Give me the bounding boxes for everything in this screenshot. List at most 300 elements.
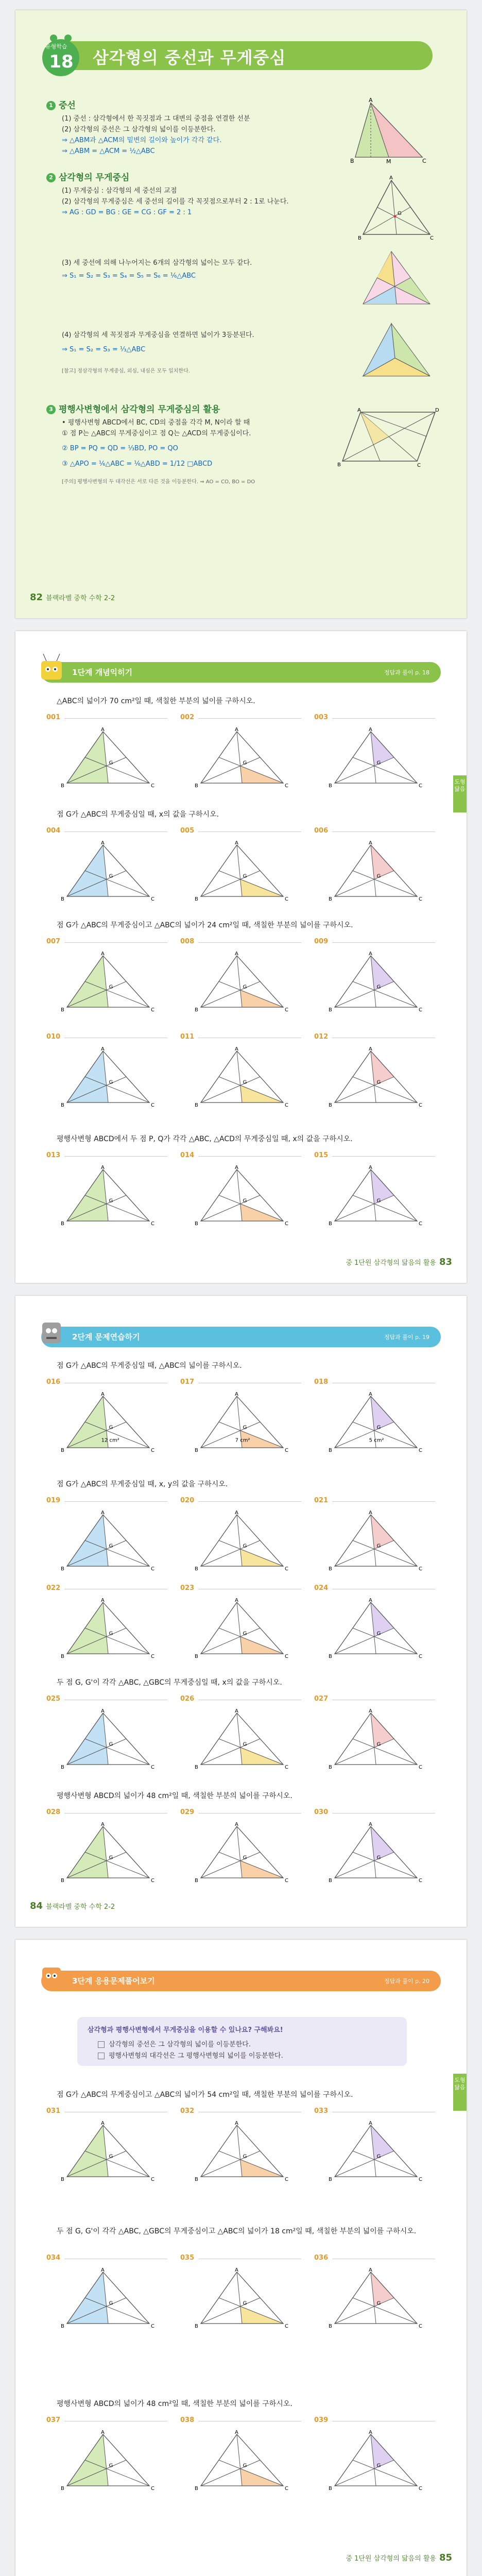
svg-text:G: G xyxy=(243,984,247,990)
svg-text:G: G xyxy=(109,1855,113,1861)
svg-text:A: A xyxy=(369,1598,372,1603)
svg-text:A: A xyxy=(357,408,361,413)
svg-text:G: G xyxy=(109,984,113,990)
svg-text:C: C xyxy=(151,1221,154,1226)
svg-text:C: C xyxy=(419,783,422,788)
svg-text:A: A xyxy=(235,1392,238,1397)
problem-number: 029 xyxy=(180,1808,195,1816)
svg-text:D: D xyxy=(435,408,439,413)
problem-number: 001 xyxy=(46,714,61,721)
instruction: 점 G가 △ABC의 무게중심일 때, x의 값을 구하시오. xyxy=(57,810,219,819)
svg-text:A: A xyxy=(369,1392,372,1397)
svg-text:C: C xyxy=(285,1566,288,1571)
answer-line[interactable] xyxy=(198,718,301,719)
svg-text:C: C xyxy=(151,1765,154,1770)
svg-text:G: G xyxy=(243,1425,247,1431)
svg-text:5 cm²: 5 cm² xyxy=(369,1437,384,1444)
svg-text:C: C xyxy=(151,1103,154,1108)
svg-text:A: A xyxy=(369,1822,372,1827)
triangle-figure xyxy=(324,1164,427,1226)
triangle-figure xyxy=(57,1391,160,1453)
svg-text:G: G xyxy=(243,1198,247,1204)
svg-text:B: B xyxy=(329,1765,332,1770)
problem-number: 038 xyxy=(180,2416,195,2424)
section-banner: 1단계 개념익히기 정답과 풀이 p. 18 xyxy=(41,662,441,683)
triangle-figure xyxy=(57,1164,160,1226)
triangle-figure xyxy=(324,1391,427,1453)
problem-number: 005 xyxy=(180,827,195,835)
svg-text:A: A xyxy=(235,1708,238,1714)
svg-text:C: C xyxy=(419,2177,422,2182)
section-heading-2: 2 삼각형의 무게중심 xyxy=(46,170,129,183)
svg-text:G: G xyxy=(243,1631,247,1637)
svg-text:C: C xyxy=(419,1654,422,1659)
svg-text:B: B xyxy=(61,1765,64,1770)
svg-text:C: C xyxy=(430,235,434,241)
svg-text:G: G xyxy=(376,1631,381,1637)
svg-text:B: B xyxy=(329,1878,332,1883)
triangle-figure xyxy=(324,1821,427,1883)
text-line: ③ △APO = ⅙△ABC = ⅙△ABD = 1/12 □ABCD xyxy=(62,460,213,468)
triangle-figure xyxy=(191,951,294,1012)
parallelogram-figure xyxy=(335,407,443,469)
svg-text:A: A xyxy=(369,98,373,104)
checkbox[interactable] xyxy=(98,2041,105,2048)
triangle-figure xyxy=(191,1046,294,1108)
svg-text:B: B xyxy=(329,2324,332,2329)
problem-number: 017 xyxy=(180,1378,195,1386)
svg-text:G: G xyxy=(376,1741,381,1748)
svg-text:A: A xyxy=(369,1165,372,1171)
svg-text:B: B xyxy=(329,783,332,788)
svg-text:A: A xyxy=(235,2267,238,2273)
lesson-label: 유형학습 xyxy=(45,43,67,50)
svg-text:A: A xyxy=(101,1822,105,1827)
triangle-figure xyxy=(57,1821,160,1883)
svg-text:G: G xyxy=(243,873,247,879)
svg-text:B: B xyxy=(329,1103,332,1108)
page-4 xyxy=(15,1940,467,2576)
text-line: ⇒ S₁ = S₂ = S₃ = S₄ = S₅ = S₆ = ⅙△ABC xyxy=(62,272,196,280)
svg-text:C: C xyxy=(151,2324,154,2329)
svg-text:C: C xyxy=(151,2177,154,2182)
triangle-figure xyxy=(191,1597,294,1659)
text-line: ⇒ △ABM = △ACM = ½△ABC xyxy=(62,147,155,155)
section-banner: 3단계 응용문제풀어보기 정답과 풀이 p. 20 xyxy=(41,1971,441,1991)
svg-text:C: C xyxy=(285,1221,288,1226)
svg-text:C: C xyxy=(151,1007,154,1012)
svg-text:B: B xyxy=(195,1654,198,1659)
answer-line[interactable] xyxy=(64,1813,167,1814)
instruction: 평행사변형 ABCD에서 두 점 P, Q가 각각 △ABC, △ACD의 무게중심일 때, x의 값을 구하시오. xyxy=(57,1135,353,1143)
mascot-icon xyxy=(36,651,67,687)
answer-line[interactable] xyxy=(64,1501,167,1502)
svg-text:C: C xyxy=(422,158,426,164)
page-footer: 중 1단원 삼각형의 닮음의 활용 85 xyxy=(346,2552,452,2563)
answer-line[interactable] xyxy=(64,718,167,719)
checkbox[interactable] xyxy=(98,2053,105,2059)
problem-number: 018 xyxy=(314,1378,329,1386)
svg-text:C: C xyxy=(419,1221,422,1226)
text-line: ① 점 P는 △ABC의 무게중심이고 점 Q는 △ACD의 무게중심이다. xyxy=(62,430,251,437)
svg-text:B: B xyxy=(195,1221,198,1226)
answer-line[interactable] xyxy=(198,942,301,943)
svg-text:B: B xyxy=(195,1566,198,1571)
svg-text:G: G xyxy=(109,1543,113,1549)
svg-text:G: G xyxy=(376,873,381,879)
svg-text:A: A xyxy=(101,1046,105,1052)
triangle-figure xyxy=(324,1510,427,1571)
svg-text:C: C xyxy=(419,1566,422,1571)
mascot-icon xyxy=(36,1315,67,1351)
svg-text:A: A xyxy=(369,951,372,957)
svg-text:B: B xyxy=(61,2486,64,2491)
svg-text:C: C xyxy=(151,783,154,788)
svg-text:G: G xyxy=(109,2300,113,2307)
instruction: 점 G가 △ABC의 무게중심일 때, x, y의 값을 구하시오. xyxy=(57,1480,228,1488)
svg-text:G: G xyxy=(109,873,113,879)
problem-number: 025 xyxy=(46,1695,61,1703)
svg-text:A: A xyxy=(369,2121,372,2126)
problem-number: 039 xyxy=(314,2416,329,2424)
svg-text:G: G xyxy=(398,211,402,216)
answer-line[interactable] xyxy=(198,1156,301,1157)
section-heading-3: 3 평행사변형에서 삼각형의 무게중심의 활용 xyxy=(46,402,220,415)
page-footer: 중 1단원 삼각형의 닮음의 활용 83 xyxy=(346,1257,452,1267)
answer-line[interactable] xyxy=(332,1156,435,1157)
svg-text:G: G xyxy=(109,1741,113,1748)
svg-text:G: G xyxy=(376,1855,381,1861)
problem-number: 031 xyxy=(46,2107,61,2115)
svg-text:C: C xyxy=(151,1566,154,1571)
svg-text:A: A xyxy=(101,1510,105,1516)
svg-text:B: B xyxy=(61,1654,64,1659)
instruction: 점 G가 △ABC의 무게중심이고 △ABC의 넓이가 54 cm²일 때, 색칠한 부분의 넓이를 구하시오. xyxy=(57,2091,353,2099)
svg-text:C: C xyxy=(285,783,288,788)
side-tab: 도형 닮음 xyxy=(453,775,467,812)
triangle-figure xyxy=(57,1708,160,1770)
answer-line[interactable] xyxy=(198,1501,301,1502)
svg-text:A: A xyxy=(101,1392,105,1397)
svg-text:B: B xyxy=(329,1221,332,1226)
svg-text:G: G xyxy=(109,2154,113,2160)
problem-number: 026 xyxy=(180,1695,195,1703)
svg-text:A: A xyxy=(369,1046,372,1052)
answer-line[interactable] xyxy=(332,1501,435,1502)
problem-number: 024 xyxy=(314,1584,329,1592)
svg-text:B: B xyxy=(195,2177,198,2182)
triangle-figure xyxy=(191,1708,294,1770)
svg-text:B: B xyxy=(329,1007,332,1012)
triangle-figure xyxy=(57,2120,160,2182)
svg-text:G: G xyxy=(109,1425,113,1431)
triangle-figure xyxy=(191,2267,294,2329)
svg-text:C: C xyxy=(285,1765,288,1770)
svg-text:C: C xyxy=(285,1103,288,1108)
text-line: (1) 무게중심 : 삼각형의 세 중선의 교점 xyxy=(62,187,177,195)
svg-text:B: B xyxy=(61,2177,64,2182)
triangle-figure xyxy=(324,1708,427,1770)
tip-box: 삼각형과 평행사변형에서 무게중심을 이용할 수 있나요? 구해봐요! 삼각형의 중선은 그 삼각형의 넓이를 이등분한다. 평행사변형의 대각선은 그 평행사변형의 넓이를 이등분한다. xyxy=(77,2017,407,2066)
section-banner: 2단계 문제연습하기 정답과 풀이 p. 19 xyxy=(41,1327,441,1347)
svg-text:A: A xyxy=(235,1165,238,1171)
svg-text:G: G xyxy=(243,1741,247,1748)
text-line: (3) 세 중선에 의해 나누어지는 6개의 삼각형의 넓이는 모두 같다. xyxy=(62,259,252,267)
svg-text:B: B xyxy=(61,1103,64,1108)
svg-text:A: A xyxy=(101,1165,105,1171)
svg-text:G: G xyxy=(376,760,381,766)
svg-text:A: A xyxy=(235,1598,238,1603)
svg-text:B: B xyxy=(61,2324,64,2329)
svg-text:A: A xyxy=(235,1046,238,1052)
triangle-figure xyxy=(324,840,427,902)
problem-number: 016 xyxy=(46,1378,61,1386)
svg-text:G: G xyxy=(109,760,113,766)
svg-text:B: B xyxy=(195,1103,198,1108)
svg-text:G: G xyxy=(243,2154,247,2160)
problem-number: 013 xyxy=(46,1151,61,1159)
problem-number: 036 xyxy=(314,2254,329,2262)
problem-number: 022 xyxy=(46,1584,61,1592)
svg-text:B: B xyxy=(195,1765,198,1770)
problem-number: 010 xyxy=(46,1033,61,1041)
svg-text:B: B xyxy=(195,1007,198,1012)
problem-number: 006 xyxy=(314,827,329,835)
page-title: 삼각형의 중선과 무게중심 xyxy=(93,48,286,67)
side-tab: 도형 닮음 xyxy=(453,2074,467,2111)
svg-text:G: G xyxy=(243,2463,247,2469)
triangle-figure xyxy=(57,840,160,902)
triangle-figure xyxy=(324,1046,427,1108)
problem-number: 012 xyxy=(314,1033,329,1041)
svg-text:C: C xyxy=(285,896,288,902)
problem-number: 037 xyxy=(46,2416,61,2424)
svg-text:C: C xyxy=(419,1448,422,1453)
svg-text:C: C xyxy=(285,1007,288,1012)
svg-text:7 cm²: 7 cm² xyxy=(235,1437,250,1444)
svg-text:G: G xyxy=(243,1543,247,1549)
svg-text:C: C xyxy=(419,1765,422,1770)
problem-number: 003 xyxy=(314,714,329,721)
svg-text:B: B xyxy=(61,1007,64,1012)
triangle-figure xyxy=(57,726,160,788)
instruction: 점 G가 △ABC의 무게중심일 때, △ABC의 넓이를 구하시오. xyxy=(57,1362,242,1370)
answer-line[interactable] xyxy=(332,942,435,943)
svg-text:B: B xyxy=(61,1448,64,1453)
problem-number: 032 xyxy=(180,2107,195,2115)
svg-text:C: C xyxy=(151,2486,154,2491)
svg-text:A: A xyxy=(101,2267,105,2273)
answer-line[interactable] xyxy=(332,1813,435,1814)
triangle-figure xyxy=(191,1164,294,1226)
problem-number: 034 xyxy=(46,2254,61,2262)
triangle-figure xyxy=(57,2267,160,2329)
three-triangles-figure xyxy=(355,319,438,381)
svg-text:C: C xyxy=(285,1878,288,1883)
svg-text:A: A xyxy=(369,840,372,846)
problem-number: 002 xyxy=(180,714,195,721)
six-triangles-figure xyxy=(355,247,438,309)
answer-line[interactable] xyxy=(64,942,167,943)
problem-number: 021 xyxy=(314,1497,329,1504)
triangle-figure xyxy=(324,951,427,1012)
triangle-figure xyxy=(57,1046,160,1108)
svg-text:G: G xyxy=(376,1425,381,1431)
text-line: ⇒ AG : GD = BG : GE = CG : GF = 2 : 1 xyxy=(62,209,192,216)
svg-text:G: G xyxy=(376,2463,381,2469)
svg-text:A: A xyxy=(389,175,393,181)
problem-number: 027 xyxy=(314,1695,329,1703)
triangle-figure xyxy=(57,1510,160,1571)
svg-text:G: G xyxy=(109,2463,113,2469)
triangle-figure xyxy=(191,2429,294,2491)
svg-text:B: B xyxy=(329,1448,332,1453)
text-line: ⇒ △ABM과 △ACM의 밑변의 길이와 높이가 각각 같다. xyxy=(62,137,222,144)
text-line: ② BP = PQ = QD = ⅓BD, PO = QO xyxy=(62,445,178,452)
svg-text:B: B xyxy=(61,783,64,788)
svg-text:A: A xyxy=(235,1510,238,1516)
section-heading-1: 1 중선 xyxy=(46,98,76,111)
svg-text:B: B xyxy=(195,1878,198,1883)
svg-text:C: C xyxy=(417,463,421,468)
triangle-figure xyxy=(191,1821,294,1883)
svg-text:A: A xyxy=(101,2430,105,2435)
triangle-figure xyxy=(57,951,160,1012)
svg-text:A: A xyxy=(369,2430,372,2435)
svg-text:B: B xyxy=(195,2486,198,2491)
page-2 xyxy=(15,631,467,1283)
svg-text:G: G xyxy=(243,1079,247,1086)
triangle-figure xyxy=(57,2429,160,2491)
problem-number: 028 xyxy=(46,1808,61,1816)
svg-text:C: C xyxy=(419,1878,422,1883)
svg-text:G: G xyxy=(376,1543,381,1549)
svg-text:C: C xyxy=(151,1448,154,1453)
instruction: 두 점 G, G'이 각각 △ABC, △GBC의 무게중심이고 △ABC의 넓이가 18 cm²일 때, 색칠한 부분의 넓이를 구하시오. xyxy=(57,2227,417,2235)
svg-text:B: B xyxy=(195,1448,198,1453)
svg-text:C: C xyxy=(151,896,154,902)
svg-text:A: A xyxy=(369,2267,372,2273)
svg-text:G: G xyxy=(376,2154,381,2160)
text-line: (4) 삼각형의 세 꼭짓점과 무게중심을 연결하면 넓이가 3등분된다. xyxy=(62,331,254,339)
svg-text:B: B xyxy=(61,1221,64,1226)
triangle-figure xyxy=(324,1597,427,1659)
instruction: 두 점 G, G'이 각각 △ABC, △GBC의 무게중심일 때, x의 값을 구하시오. xyxy=(57,1679,282,1687)
svg-text:B: B xyxy=(350,158,354,164)
svg-text:G: G xyxy=(243,760,247,766)
page-3 xyxy=(15,1296,467,1927)
problem-number: 020 xyxy=(180,1497,195,1504)
problem-number: 030 xyxy=(314,1808,329,1816)
problem-number: 015 xyxy=(314,1151,329,1159)
svg-text:G: G xyxy=(109,1631,113,1637)
triangle-figure xyxy=(191,726,294,788)
note: [참고] 정삼각형의 무게중심, 외심, 내심은 모두 일치한다. xyxy=(62,368,190,374)
svg-text:B: B xyxy=(337,462,341,468)
svg-text:G: G xyxy=(376,2300,381,2307)
svg-text:12 cm²: 12 cm² xyxy=(101,1437,119,1444)
svg-text:B: B xyxy=(329,896,332,902)
page-footer: 84 블랙라벨 중학 수학 2-2 xyxy=(30,1901,115,1911)
svg-text:A: A xyxy=(101,1708,105,1714)
svg-text:B: B xyxy=(329,1654,332,1659)
svg-text:G: G xyxy=(109,1198,113,1204)
svg-text:C: C xyxy=(285,2486,288,2491)
svg-text:G: G xyxy=(376,1079,381,1086)
answer-line[interactable] xyxy=(198,1813,301,1814)
svg-text:A: A xyxy=(235,951,238,957)
page-footer: 82 블랙라벨 중학 수학 2-2 xyxy=(30,592,115,603)
problem-number: 009 xyxy=(314,938,329,945)
triangle-figure xyxy=(57,1597,160,1659)
svg-text:A: A xyxy=(101,840,105,846)
svg-text:C: C xyxy=(285,2177,288,2182)
median-figure xyxy=(340,98,443,165)
svg-text:C: C xyxy=(151,1878,154,1883)
svg-text:B: B xyxy=(358,235,361,241)
svg-text:B: B xyxy=(61,896,64,902)
answer-line[interactable] xyxy=(64,1156,167,1157)
svg-text:A: A xyxy=(235,840,238,846)
svg-text:A: A xyxy=(369,1708,372,1714)
svg-text:C: C xyxy=(419,1007,422,1012)
svg-text:A: A xyxy=(235,1822,238,1827)
problem-number: 008 xyxy=(180,938,195,945)
svg-text:A: A xyxy=(101,951,105,957)
svg-text:B: B xyxy=(329,2177,332,2182)
answer-line[interactable] xyxy=(332,718,435,719)
svg-text:A: A xyxy=(369,727,372,733)
problem-number: 035 xyxy=(180,2254,195,2262)
svg-text:G: G xyxy=(376,1198,381,1204)
problem-number: 023 xyxy=(180,1584,195,1592)
text-line: • 평행사변형 ABCD에서 BC, CD의 중점을 각각 M, N이라 할 때 xyxy=(62,419,250,427)
svg-text:B: B xyxy=(195,2324,198,2329)
triangle-figure xyxy=(324,2429,427,2491)
svg-text:A: A xyxy=(235,2430,238,2435)
instruction: 평행사변형 ABCD의 넓이가 48 cm²일 때, 색칠한 부분의 넓이를 구하시오. xyxy=(57,2400,292,2408)
problem-number: 033 xyxy=(314,2107,329,2115)
triangle-figure xyxy=(191,840,294,902)
svg-text:C: C xyxy=(419,1103,422,1108)
svg-text:B: B xyxy=(61,1878,64,1883)
svg-text:C: C xyxy=(285,1448,288,1453)
instruction: 점 G가 △ABC의 무게중심이고 △ABC의 넓이가 24 cm²일 때, 색칠한 부분의 넓이를 구하시오. xyxy=(57,921,353,929)
svg-text:A: A xyxy=(101,1598,105,1603)
svg-text:B: B xyxy=(61,1566,64,1571)
problem-number: 007 xyxy=(46,938,61,945)
text-line: ⇒ S₁ = S₂ = S₃ = ⅓△ABC xyxy=(62,346,146,353)
page-1 xyxy=(15,10,467,618)
svg-text:B: B xyxy=(329,2486,332,2491)
svg-text:C: C xyxy=(151,1654,154,1659)
svg-text:C: C xyxy=(419,2486,422,2491)
text-line: (1) 중선 : 삼각형에서 한 꼭짓점과 그 대변의 중점을 연결한 선분 xyxy=(62,115,250,123)
svg-text:A: A xyxy=(235,727,238,733)
triangle-figure xyxy=(191,1510,294,1571)
svg-text:B: B xyxy=(195,896,198,902)
svg-text:B: B xyxy=(195,783,198,788)
svg-text:M: M xyxy=(386,158,391,165)
lesson-number: 18 xyxy=(49,52,74,72)
svg-text:C: C xyxy=(285,2324,288,2329)
triangle-figure xyxy=(191,2120,294,2182)
triangle-figure xyxy=(324,726,427,788)
instruction: △ABC의 넓이가 70 cm²일 때, 색칠한 부분의 넓이를 구하시오. xyxy=(57,697,255,705)
svg-text:G: G xyxy=(243,2300,247,2307)
svg-text:G: G xyxy=(376,984,381,990)
svg-text:A: A xyxy=(101,2121,105,2126)
